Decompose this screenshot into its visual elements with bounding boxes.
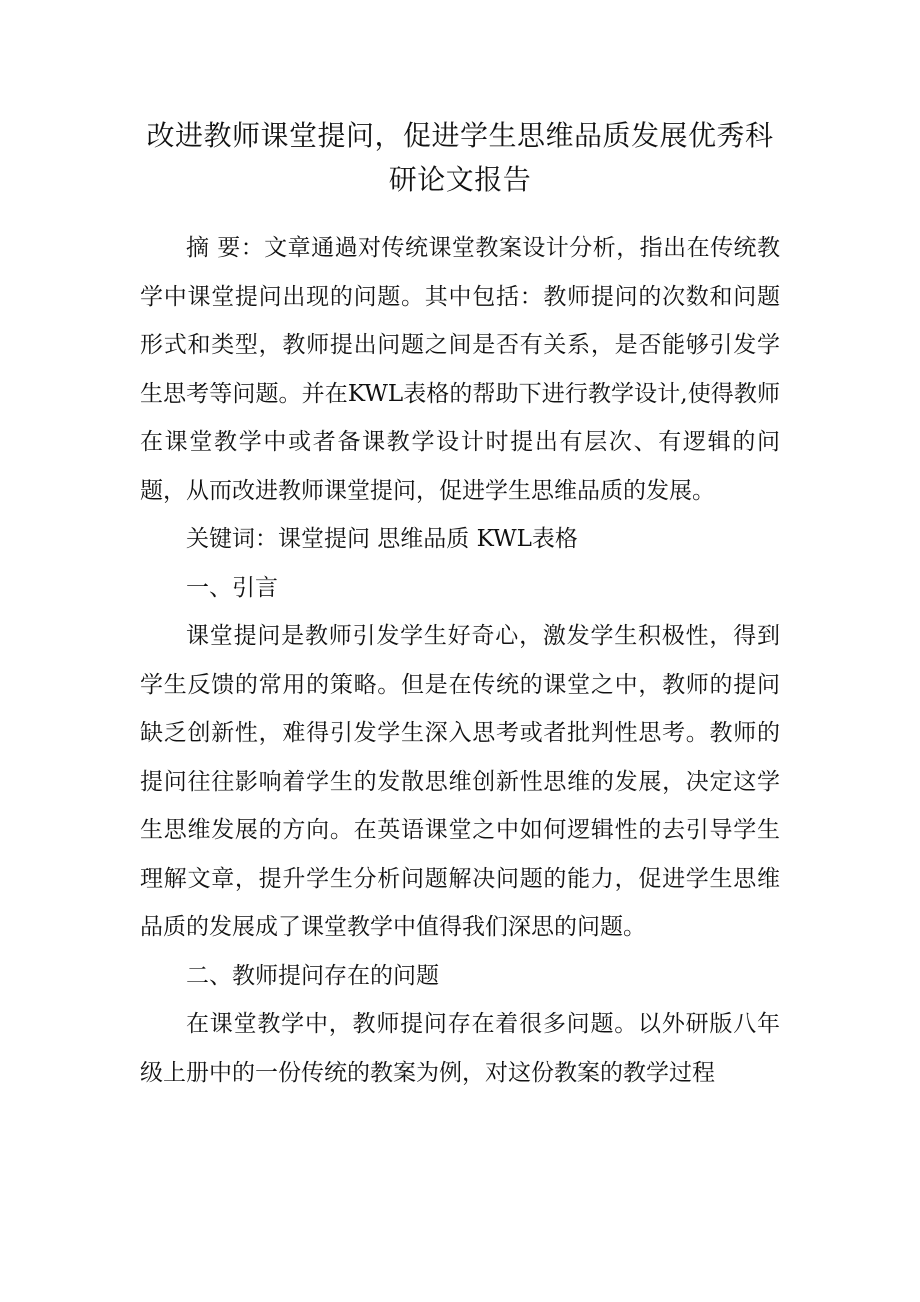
abstract-paragraph: 摘 要：文章通過对传统课堂教案设计分析，指出在传统教学中课堂提问出现的问题。其中包括：教师提问的次数和问题形式和类型，教师提出问题之间是否有关系，是否能够引发学生思考等问题。并在KWL表格的帮助下进行教学设计,使得教师在课堂教学中或者备课教学设计时提出有层次、有逻辑的问题，从而改进教师课堂提问，促进学生思维品质的发展。 bbox=[140, 235, 780, 504]
keywords-line: 关键词：课堂提问 思维品质 KWL表格 bbox=[186, 526, 578, 552]
document-body bbox=[140, 224, 780, 1097]
section-heading-problems: 二、教师提问存在的问题 bbox=[186, 962, 439, 989]
problems-paragraph: 在课堂教学中，教师提问存在着很多问题。以外研版八年级上册中的一份传统的教案为例，对这份教案的教学过程 bbox=[140, 1011, 780, 1086]
introduction-paragraph: 课堂提问是教师引发学生好奇心，激发学生积极性，得到学生反馈的常用的策略。但是在传统的课堂之中，教师的提问缺乏创新性，难得引发学生深入思考或者批判性思考。教师的提问往往影响着学生的发散思维创新性思维的发展，决定这学生思维发展的方向。在英语课堂之中如何逻辑性的去引导学生理解文章，提升学生分析问题解决问题的能力，促进学生思维品质的发展成了课堂教学中值得我们深思的问题。 bbox=[140, 623, 780, 940]
document-title: 改进教师课堂提问，促进学生思维品质发展优秀科研论文报告 bbox=[146, 119, 774, 196]
section-heading-introduction: 一、引言 bbox=[186, 574, 278, 601]
document-page bbox=[140, 0, 780, 1097]
